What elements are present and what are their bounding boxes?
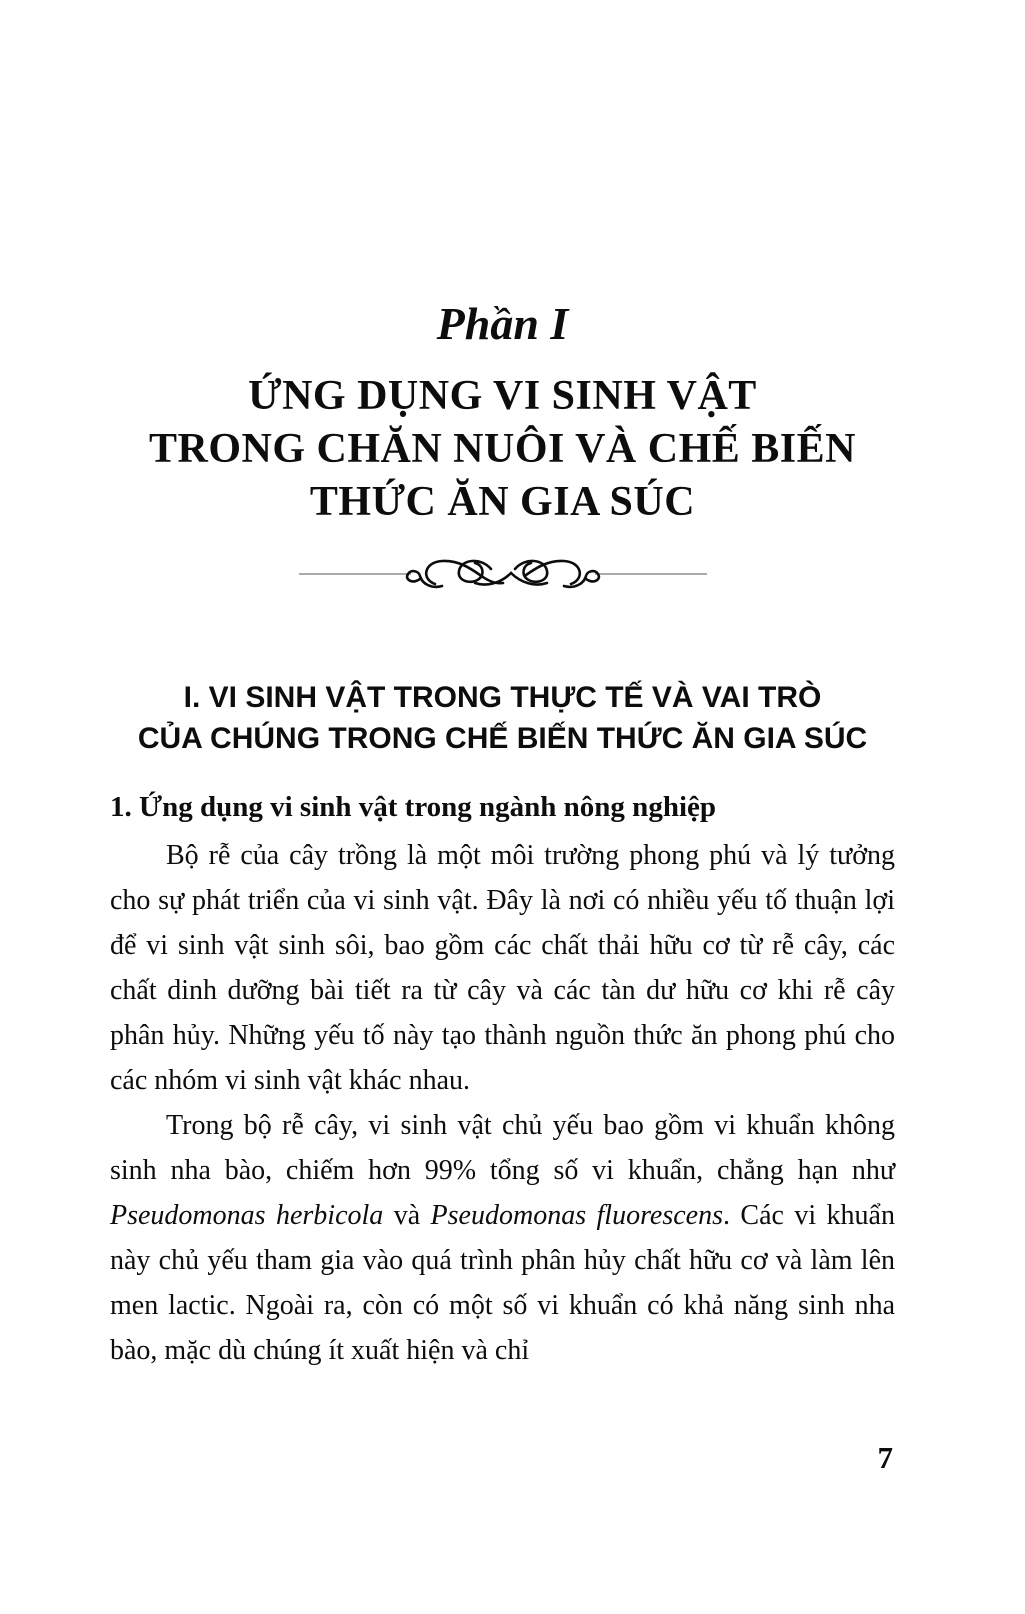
paragraph-2-text: Trong bộ rễ cây, vi sinh vật chủ yếu bao gồm vi khuẩn không sinh nha bào, chiếm hơn 99% tổng số vi khuẩn, chẳng hạn như	[110, 1110, 895, 1186]
part-title-line-3: THỨC ĂN GIA SÚC	[309, 479, 696, 525]
paragraph-2-text: . Các vi khuẩn này chủ yếu tham gia vào quá trình phân hủy chất hữu cơ và làm lên men lactic. Ngoài ra, còn có một số vi khuẩn có khả năng sinh nha bào, mặc dù chúng ít xuất hiện và chỉ	[110, 1200, 895, 1366]
divider	[110, 551, 895, 595]
species-name-herbicola: Pseudomonas herbicola	[110, 1200, 384, 1231]
paragraph-2-text: và	[383, 1200, 431, 1231]
section-heading	[110, 677, 895, 759]
section-heading-line-1: I. VI SINH VẬT TRONG THỰC TẾ VÀ VAI TRÒ	[183, 681, 822, 714]
part-title-line-2: TRONG CHĂN NUÔI VÀ CHẾ BIẾN	[149, 426, 856, 472]
part-title	[110, 370, 895, 529]
page-number: 7	[877, 1440, 893, 1475]
body-paragraph-1: Bộ rễ của cây trồng là một môi trường phong phú và lý tưởng cho sự phát triển của vi sinh vật. Đây là nơi có nhiều yếu tố thuận lợi để vi sinh vật sinh sôi, bao gồm các chất thải hữu cơ từ rễ cây, các chất dinh dưỡng bài tiết ra từ cây và các tàn dư hữu cơ khi rễ cây phân hủy. Những yếu tố này tạo thành nguồn thức ăn phong phú cho các nhóm vi sinh vật khác nhau.	[110, 840, 895, 1096]
body-paragraph-2	[110, 1103, 895, 1373]
part-kicker: Phần I	[436, 298, 569, 349]
page-content	[110, 0, 895, 1373]
section-heading-line-2: CỦA CHÚNG TRONG CHẾ BIẾN THỨC ĂN GIA SÚC	[137, 722, 868, 755]
species-name-fluorescens: Pseudomonas fluorescens	[430, 1200, 723, 1231]
flourish-divider-icon	[293, 551, 713, 595]
part-title-line-1: ỨNG DỤNG VI SINH VẬT	[248, 373, 757, 419]
subsection-heading: 1. Ứng dụng vi sinh vật trong ngành nông nghiệp	[110, 791, 716, 823]
